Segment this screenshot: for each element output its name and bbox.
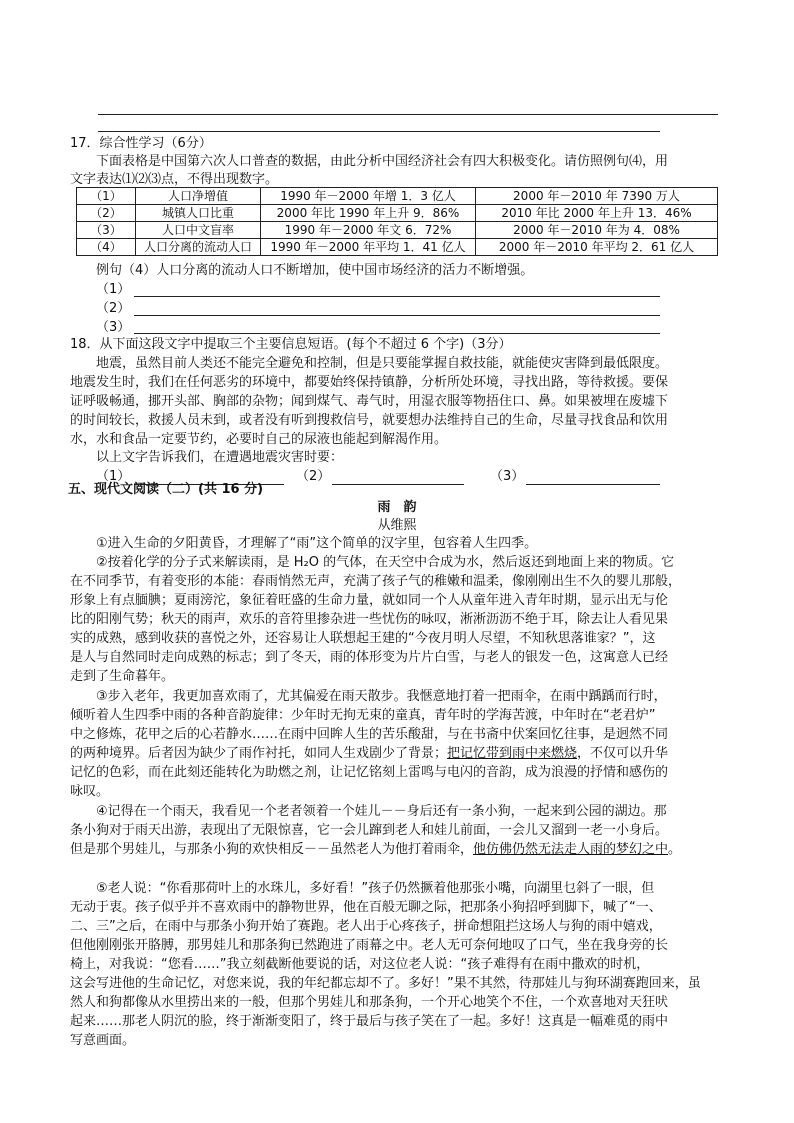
table-cell: （3） (77, 222, 136, 239)
paragraph-line: 条小狗对于雨天出游，表现出了无限惊喜，它一会儿蹿到老人和娃儿前面，一会儿又溜到一老一小身后。 (70, 823, 669, 838)
table-row (77, 222, 718, 239)
paragraph-line: 椅上，对我说：“您看……”我立刻截断他要说的话，对这位老人说：“孩子难得有在雨中撒欢的时机， (70, 957, 650, 972)
paragraph-line: ③步入老年，我更加喜欢雨了，尤其偏爱在雨天散步。我惬意地打着一把雨伞，在雨中踽踽而行时， (96, 689, 667, 704)
census-table (76, 187, 718, 256)
table-cell: 2000 年－2010 年 7390 万人 (476, 188, 718, 205)
paragraph-line: 比的阳刚气势；秋天的雨声，欢乐的音符里掺杂进一些忧伤的咏叹，淅淅沥沥不绝于耳，除去让人看见果 (70, 612, 669, 627)
q18-heading: 18．从下面这段文字中提取三个主要信息短语。(每个不超过 6 个字)（3分） (70, 337, 512, 352)
paragraph-line: 咏叹。 (70, 784, 110, 799)
q17-answer-label-3: （3） (96, 320, 131, 335)
paragraph-line: 但他刚刚张开胳膊，那男娃儿和那条狗已然跑进了雨幕之中。老人无可奈何地叹了口气，坐在我身旁的长 (70, 938, 669, 953)
underlined-sentence: 他仿佛仍然无法走人雨的梦幻之中 (473, 842, 669, 857)
table-cell: 2000 年－2010 年为 4．08% (476, 222, 718, 239)
table-cell: （4） (77, 239, 136, 256)
paragraph-line: 无动于衷。孩子似乎并不喜欢雨中的静物世界，他在百般无聊之际，把那条小狗招呼到脚下，喊了“一、 (70, 900, 662, 915)
table-cell: 1990 年－2000 年文 6．72% (261, 222, 476, 239)
paragraph-line: 记忆的色彩，而在此刻还能转化为助燃之剂，让记忆铭刻上雷鸣与电闪的音韵，成为浪漫的抒情和感伤的 (70, 765, 669, 780)
q18-line-2: 地震发生时，我们在任何恶劣的环境中，都要始终保持镇静，分析所处环境，寻找出路，等待救援。要保 (70, 375, 669, 390)
table-cell: 2000 年－2010 年平均 2．61 亿人 (476, 239, 718, 256)
paragraph-line: 二、三”之后，在雨中与那条小狗开始了赛跑。老人出于心疼孩子，拼命想阻拦这场人与狗的雨中嬉戏， (70, 919, 662, 934)
q17-heading: 17．综合性学习（6分） (70, 136, 212, 151)
table-cell: 人口中文盲率 (136, 222, 261, 239)
paragraph-line: ④记得在一个雨天，我看见一个老者领着一个娃儿－－身后还有一条小狗，一起来到公园的湖边。那 (96, 804, 667, 819)
paragraph-line: 写意画面。 (70, 1033, 136, 1048)
paragraph-1: ①进入生命的夕阳黄昏，才理解了“雨”这个简单的汉字里，包容着人生四季。 (96, 536, 538, 551)
paragraph-line: 然人和狗都像从水里捞出来的一般，但那个男娃儿和那条狗，一个开心地笑个不住，一个欢喜地对天狂吠 (70, 995, 669, 1010)
paragraph-line (70, 744, 725, 763)
table-cell: 人口净增值 (136, 188, 261, 205)
paragraph-line: 这会写进他的生命记忆，对您来说，我的年纪都忘却不了。多好！”果不其然，待那娃儿与狗环湖赛跑回来，虽 (70, 976, 701, 991)
paragraph-line: 在不同季节，有着变形的本能：春雨悄然无声，充满了孩子气的稚嫩和温柔，像刚刚出生不久的婴儿那般， (70, 574, 682, 589)
section-heading: 五、现代文阅读（二）(共 16 分) (68, 482, 264, 497)
table-cell: 1990 年－2000 年增 1．3 亿人 (261, 188, 476, 205)
table-cell: （1） (77, 188, 136, 205)
table-cell: （2） (77, 205, 136, 222)
underlined-sentence: 把记忆带到雨中来燃烧 (447, 746, 578, 761)
q18-line-3: 证呼吸畅通，挪开头部、胸部的杂物；闻到煤气、毒气时，用湿衣服等物捂住口、鼻。如果被埋在废墟下 (70, 394, 669, 409)
paragraph-text: 。 (668, 842, 682, 857)
table-cell: 1990 年－2000 年平均 1．41 亿人 (261, 239, 476, 256)
paragraph-line: ⑤老人说：“你看那荷叶上的水珠儿，多好看！”孩子仍然撅着他那张小嘴，向湖里乜斜了一眼，但 (96, 881, 655, 896)
q17-example: 例句（4）人口分离的流动人口不断增加，使中国市场经济的活力不断增强。 (96, 263, 534, 278)
paragraph-line: 中之修炼，花甲之后的心若静水……在雨中回眸人生的苦乐酸甜，与在书斋中伏案回忆往事，是迥然不同 (70, 727, 669, 742)
paragraph-text: 但是那个男娃儿，与那条小狗的欢快相反－－虽然老人为他打着雨伞， (70, 842, 474, 857)
q17-answer-label-2: （2） (96, 301, 131, 316)
q17-intro-2: 文字表达⑴⑵⑶点，不得出现数字。 (70, 172, 279, 187)
q17-answer-line-2[interactable] (134, 315, 660, 316)
paragraph-line (70, 840, 725, 859)
answer-line-top-2[interactable] (98, 131, 660, 132)
table-cell: 2010 年比 2000 年上升 13．46% (476, 205, 718, 222)
paragraph-line: ②按着化学的分子式来解读雨，是 H₂O 的气体，在天空中合成为水，然后返还到地面上来的物质。它 (96, 555, 675, 570)
q18-line-5: 水，水和食品一定要节约，必要时自己的尿液也能起到解渴作用。 (70, 432, 448, 447)
table-cell: 人口分离的流动人口 (136, 239, 261, 256)
paragraph-line: 倾听着人生四季中雨的各种音韵旋律：少年时无拘无束的童真，青年时的学海苦渡，中年时在“老君炉” (70, 708, 656, 723)
paragraph-line: 实的成熟，感到收获的喜悦之外，还容易让人联想起王建的“今夜月明人尽望，不知秋思落谁家？”，这 (70, 631, 656, 646)
paragraph-line: 是人与自然同时走向成熟的标志；到了冬天，雨的体形变为片片白雪，与老人的银发一色，这寓意人已经 (70, 650, 669, 665)
q18-answer-label-2: （2） (296, 469, 331, 484)
table-cell: 城镇人口比重 (136, 205, 261, 222)
table-row (77, 239, 718, 256)
article-author: 从维熙 (377, 518, 417, 533)
table-row (77, 205, 718, 222)
paragraph-text: ，不仅可以升华 (577, 746, 669, 761)
q17-answer-label-1: （1） (96, 282, 131, 297)
article-title: 雨 韵 (377, 500, 417, 515)
table-cell: 2000 年比 1990 年上升 9．86% (261, 205, 476, 222)
q18-answer-label-1: （1） (96, 469, 131, 484)
paragraph-text: 的两种境界。后者因为缺少了雨作衬托，如同人生戏剧少了背景； (70, 746, 448, 761)
q17-answer-line-3[interactable] (134, 333, 660, 334)
q17-answer-line-1[interactable] (134, 296, 660, 297)
paragraph-line: 起来……那老人阴沉的脸，终于渐渐变阳了，终于最后与孩子笑在了一起。多好！这真是一幅难觅的雨中 (70, 1014, 669, 1029)
paragraph-line: 走到了生命暮年。 (70, 669, 175, 684)
table-row (77, 188, 718, 205)
paragraph-line: 形象上有点腼腆；夏雨滂沱，象征着旺盛的生命力量，就如同一个人从童年进入青年时期，显示出无与伦 (70, 593, 669, 608)
q18-prompt: 以上文字告诉我们，在遭遇地震灾害时要： (96, 450, 344, 465)
q18-line-1: 地震，虽然目前人类还不能完全避免和控制，但是只要能掌握自救技能，就能使灾害降到最低限度。 (96, 356, 669, 371)
q18-line-4: 的时间较长，救援人员未到，或者没有听到搜救信号，就要想办法维持自己的生命，尽量寻找食品和饮用 (70, 413, 669, 428)
answer-line-top[interactable] (98, 114, 718, 115)
q17-intro-1: 下面表格是中国第六次人口普查的数据，由此分析中国经济社会有四大积极变化。请仿照例句⑷，用 (96, 154, 669, 169)
q18-answer-label-3: （3） (490, 469, 525, 484)
